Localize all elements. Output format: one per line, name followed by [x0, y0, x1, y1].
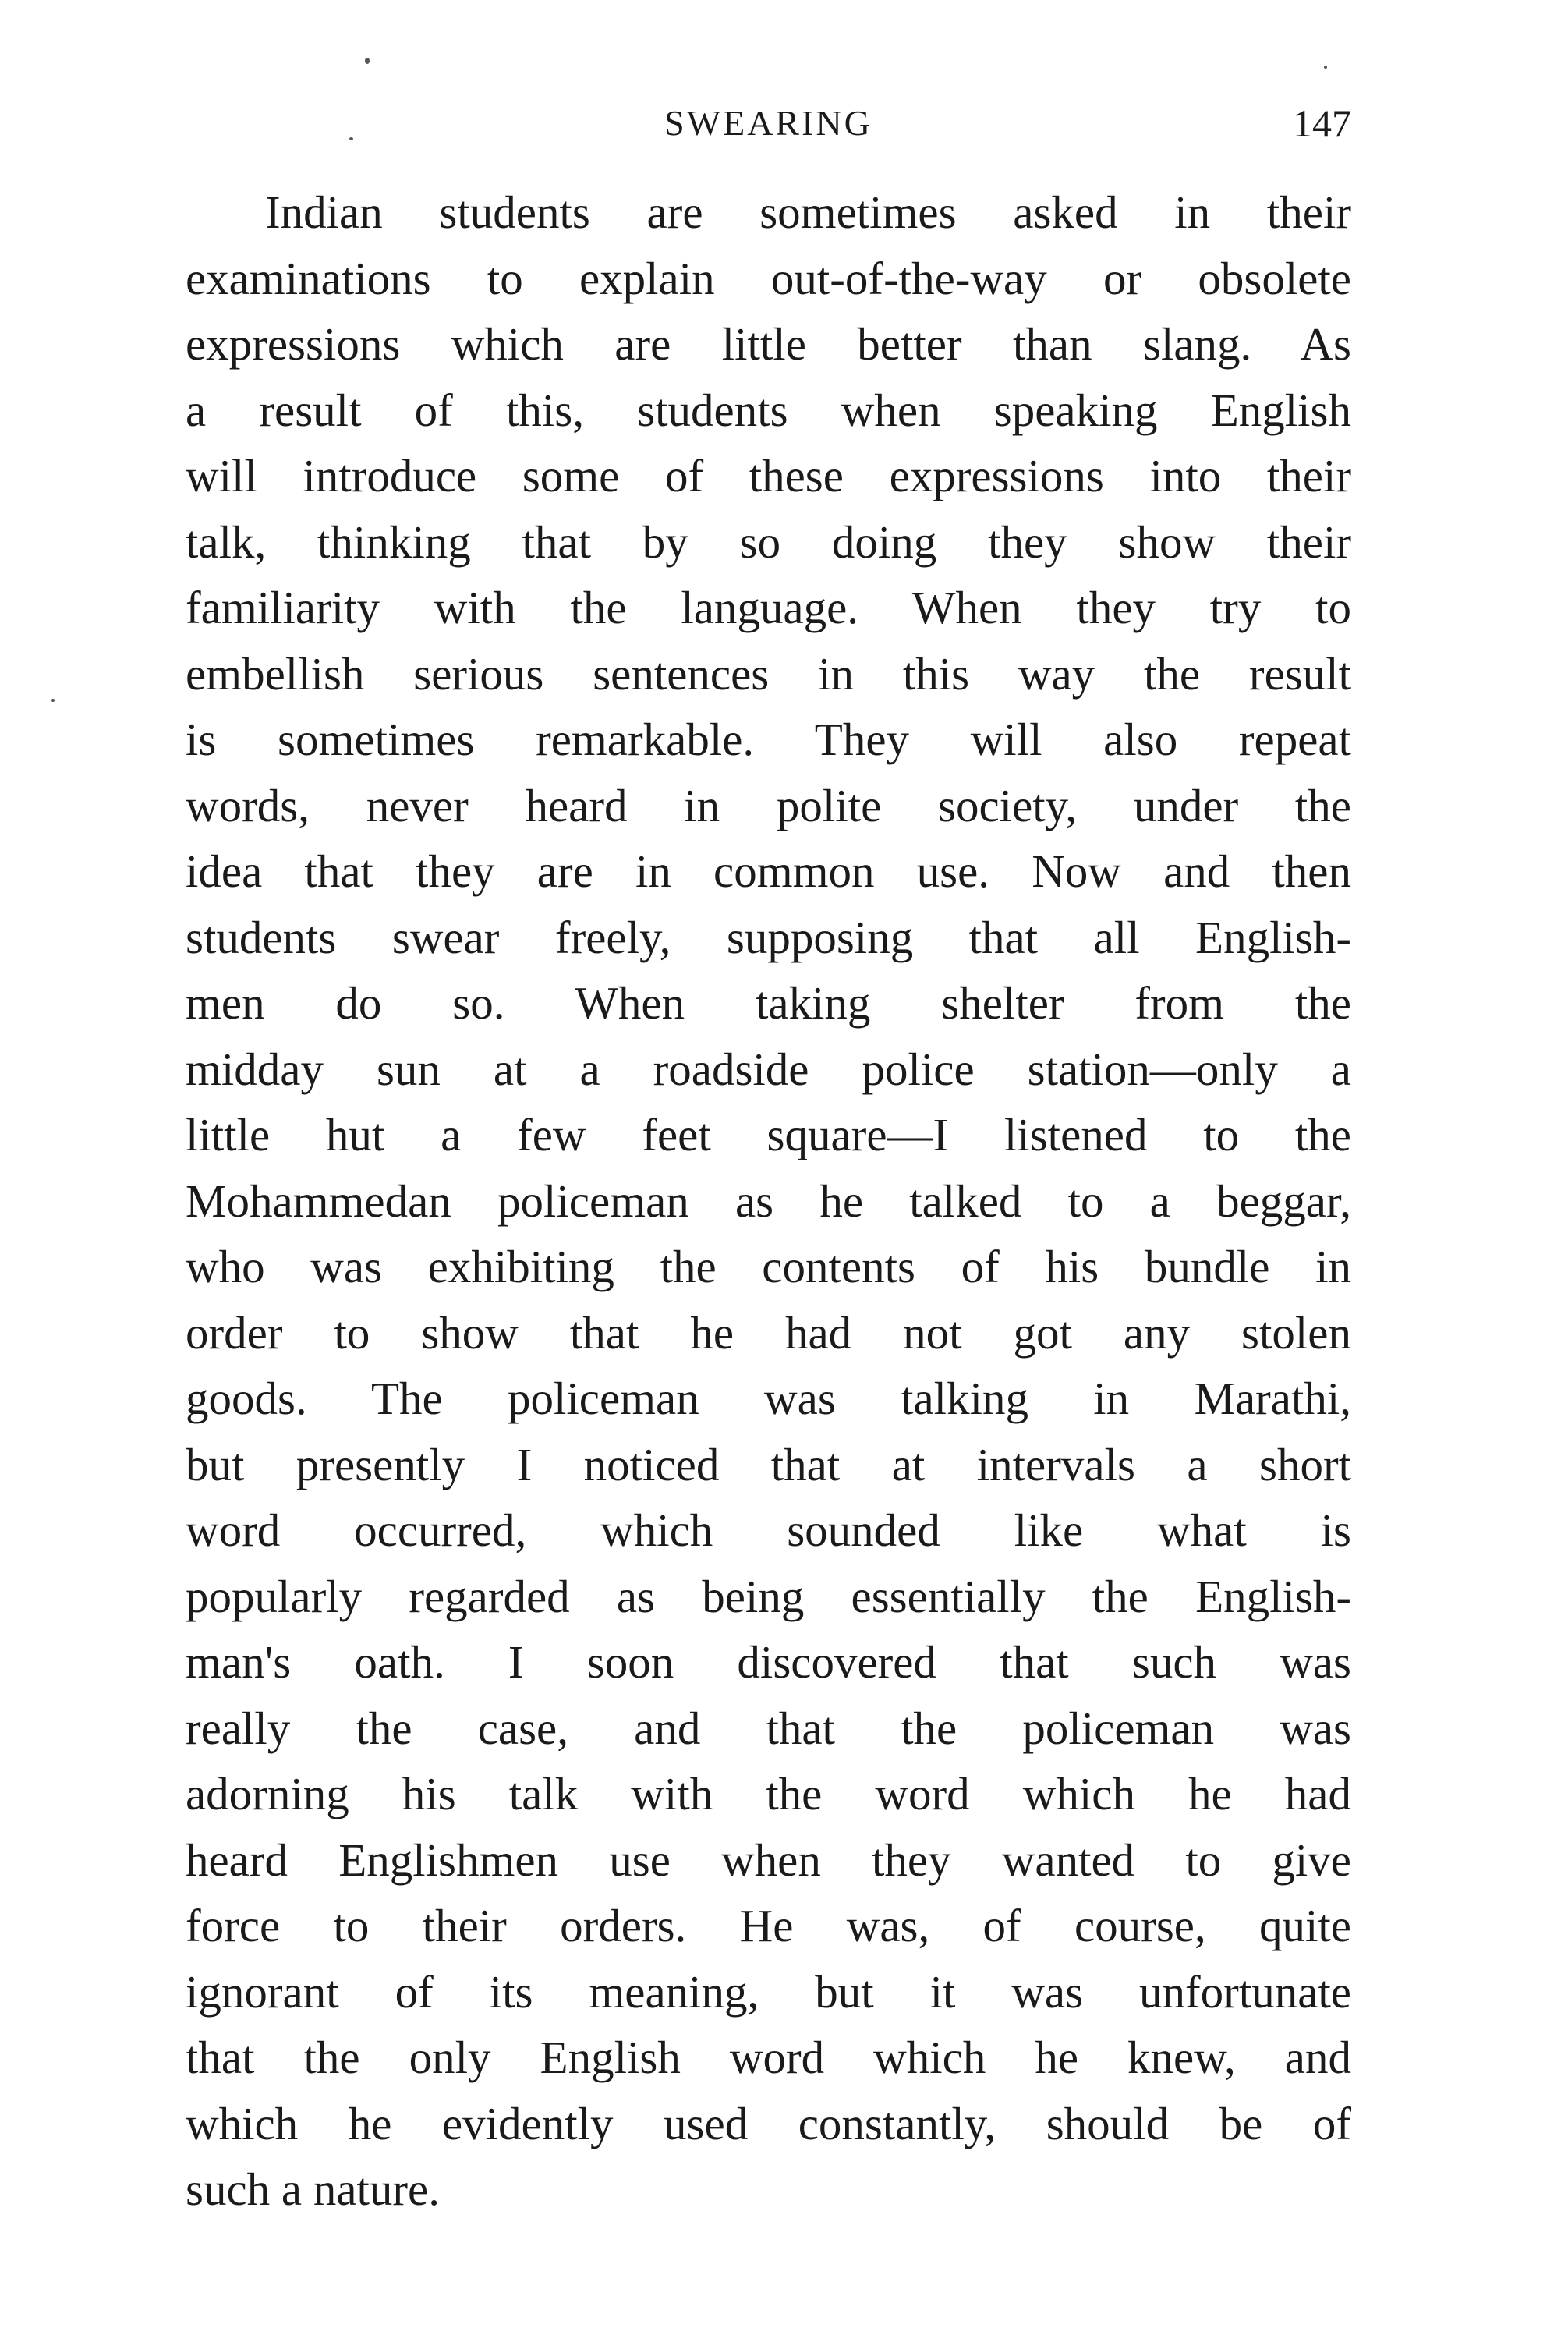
text-line: little hut a few feet square—I listened to the	[186, 1109, 1351, 1160]
running-title: SWEARING	[664, 103, 872, 143]
text-line: goods. The policeman was talking in Marathi,	[186, 1373, 1351, 1424]
text-line: but presently I noticed that at intervals a short	[186, 1438, 1351, 1490]
ink-speck	[51, 699, 55, 702]
text-line: men do so. When taking shelter from the	[186, 977, 1351, 1029]
text-line: that the only English word which he knew, and	[186, 2032, 1351, 2083]
text-line: which he evidently used constantly, should be of	[186, 2097, 1351, 2149]
text-line: Indian students are sometimes asked in their	[265, 186, 1351, 238]
text-line: adorning his talk with the word which he had	[186, 1768, 1351, 1819]
text-line: a result of this, students when speaking English	[186, 384, 1351, 436]
text-line: who was exhibiting the contents of his bundle in	[186, 1241, 1351, 1292]
text-line: popularly regarded as being essentially the English-	[186, 1570, 1351, 1622]
text-line: idea that they are in common use. Now and then	[186, 845, 1351, 897]
text-line: really the case, and that the policeman was	[186, 1702, 1351, 1754]
body-text	[186, 179, 1351, 2223]
text-line: talk, thinking that by so doing they show their	[186, 516, 1351, 568]
text-line: order to show that he had not got any stolen	[186, 1306, 1351, 1359]
text-line: ignorant of its meaning, but it was unfortunate	[186, 1965, 1351, 2018]
text-line: heard Englishmen use when they wanted to give	[186, 1834, 1351, 1886]
text-line: embellish serious sentences in this way the result	[186, 647, 1351, 700]
text-line: man's oath. I soon discovered that such was	[186, 1636, 1351, 1688]
page-number: 147	[1293, 101, 1351, 145]
ink-speck	[365, 58, 370, 64]
running-head	[186, 92, 1351, 154]
text-line: students swear freely, supposing that all English-	[186, 911, 1351, 963]
text-line: words, never heard in polite society, under the	[186, 779, 1351, 831]
text-line: force to their orders. He was, of course, quite	[186, 1900, 1351, 1951]
text-line: examinations to explain out-of-the-way or obsolete	[186, 252, 1351, 304]
text-line: expressions which are little better than slang. As	[186, 318, 1351, 370]
text-line: such a nature.	[186, 2163, 440, 2215]
text-line: word occurred, which sounded like what is	[186, 1504, 1351, 1556]
text-line: familiarity with the language. When they try to	[186, 582, 1351, 633]
text-line: will introduce some of these expressions into their	[186, 450, 1351, 501]
text-line: midday sun at a roadside police station—only a	[186, 1043, 1351, 1095]
text-line: is sometimes remarkable. They will also repeat	[186, 714, 1351, 765]
text-line: Mohammedan policeman as he talked to a beggar,	[186, 1175, 1351, 1227]
ink-speck	[1324, 66, 1327, 69]
